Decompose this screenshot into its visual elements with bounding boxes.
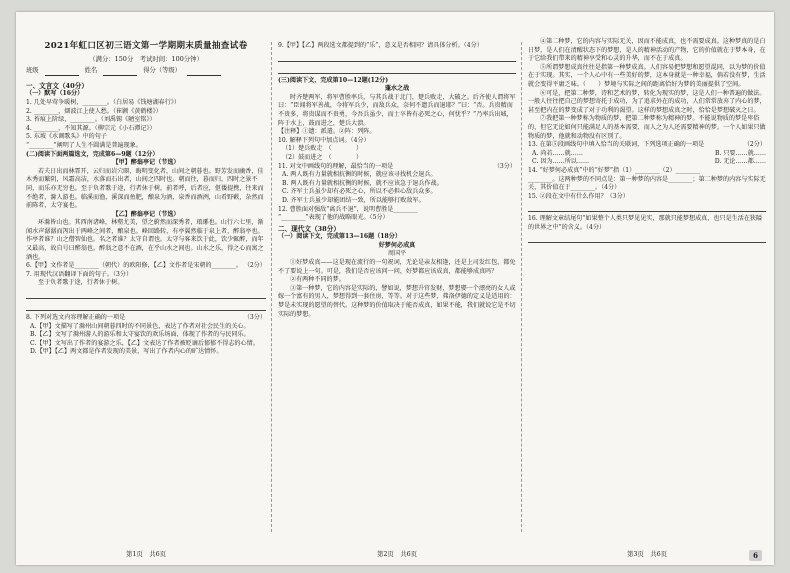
column-2 xyxy=(278,12,516,565)
score-blank[interactable] xyxy=(187,67,221,76)
question-8: 8. 下列对选文内容理解正确的一项是 （3分） xyxy=(26,314,266,322)
essay-paragraph: ②有两种不同的梦。 xyxy=(290,276,345,284)
answer-line[interactable] xyxy=(528,234,766,243)
text-b-title: 【乙】醉翁亭记（节选） xyxy=(112,210,180,218)
question-15: 15. ②段在文中有什么作用？（3分） xyxy=(528,192,629,200)
name-label: 姓名 xyxy=(84,67,98,75)
column-divider xyxy=(271,42,272,532)
page-badge: 6 xyxy=(749,550,762,561)
question-14-cont: ________。这两种梦的不同点是：第一种梦的内容是________；第二种梦的内容与实际无关，其价值在于________。（4分） xyxy=(528,175,766,192)
answer-line[interactable] xyxy=(278,53,516,62)
text-a-title: 【甲】醉翁亭记（节选） xyxy=(112,159,180,167)
option[interactable]: C. 因为……所以…… xyxy=(532,158,590,166)
option[interactable]: B. 只要……就…… xyxy=(714,149,766,157)
question-2: 2. ________，烟波江上使人愁。（崔颢《黄鹤楼》） xyxy=(26,107,162,115)
answer-line[interactable] xyxy=(278,65,516,74)
essay-paragraph: ⑥可是，把第二种梦，诗和艺术的梦，转化为现实的梦，这是人们一种普遍的做法。一般人往往把自己的梦想寄托于成功，为了追求外在的成功，人们常常放弃了内心的梦，甚至把内在的梦变成了对于功利的渴望。这样的梦想成真之时，恰恰是梦想破灭之日。 xyxy=(528,89,766,114)
text-a-body: 若夫日出而林霏开，云归而岩穴暝，晦明变化者，山间之朝暮也。野芳发而幽香，佳木秀而繁阴，风霜高洁，水落而石出者，山间之四时也。朝而往，暮而归，四时之景不同，而乐亦无穷也。至于负者歌于途，行者休于树，前者呼，后者应，伛偻提携，往来而不绝者，滁人游也。临溪而渔，溪深而鱼肥，酿泉为酒，泉香而酒洌，山肴野蔌，杂然而前陈者，太守宴也。 xyxy=(26,167,264,210)
page-footer: 第1页 共6页 xyxy=(125,550,167,559)
answer-line[interactable] xyxy=(26,290,266,299)
essay-paragraph: ③第一种梦，它的内容是实际的，譬如说，梦想升官发财，梦想娶一个漂亮的女人或嫁一个富有的男人，梦想得到一套住房，等等。对于这些梦，弗洛伊德的定义是适用的：梦是未实现的愿望的替代。这种梦的价值取决于能否成真，如果不能，我们就说它是不切实际的梦想。 xyxy=(278,284,516,318)
question-1: 1. 几处早莺争暖树，________。（白居易《钱塘湖春行》） xyxy=(26,98,180,106)
question-13: 13. 在第⑤段画线句中填入恰当的关联词，下列选项正确的一项是 （2分） xyxy=(528,141,766,149)
question-5-cont: “________”阐明了人生不圆满是普遍现象。 xyxy=(26,141,142,149)
option[interactable]: D.【甲】【乙】两文都是作者发现的美景，写出了作者内心的旷达情怀。 xyxy=(30,348,223,356)
score-label: 得分（等级） xyxy=(143,67,181,75)
option[interactable]: D. 齐军士兵虽少却能团结一致，所以能够打败敌军。 xyxy=(282,196,425,204)
essay-paragraph: ⑦我把第一种梦称为物质的梦，把第二种梦称为精神的梦。不能说物质的梦是卑俗的，但它无论如何只能满足人的基本需要，而人之为人还需要精神的梦。一个人如果只做物质的梦，他就和动物没有区别了。 xyxy=(528,115,766,140)
question-10: 10. 解释下列句中加点词。（4分） xyxy=(278,136,370,144)
essay-title: 好梦何必成真 xyxy=(378,241,416,249)
option[interactable]: A.【甲】文描写了滁州山间朝暮四时的不同景色，表达了作者对社会民生的关心。 xyxy=(30,322,250,330)
question-16: 16. 理解文章结尾句“如果整个人类只梦见见实，那就只能梦想成真，也只是生活在狭隘的世界之中”的含义。（4分） xyxy=(528,215,763,231)
option[interactable]: A. 尚若……就…… xyxy=(532,149,583,157)
question-4: 4. ________，不知其源。（柳宗元《小石潭记》） xyxy=(26,124,156,132)
question-6: 6.【甲】文作者是________（朝代）的欧阳修，【乙】文作者是宋朝的________。 （2分） xyxy=(26,262,266,270)
option[interactable]: D. 无论……都…… xyxy=(714,158,766,166)
text-b-body: 环滁皆山也。其西南诸峰，林壑尤美，望之蔚然而深秀者，琅琊也。山行六七里，渐闻水声潺潺而泻出于两峰之间者，酿泉也。峰回路转，有亭翼然临于泉上者，醉翁亭也。作亭者谁？山之僧智仙也。名之者谁？太守自谓也。太守与客来饮于此，饮少辄醉，而年又最高，故自号曰醉翁也。醉翁之意不在酒，在乎山水之间也。山水之乐，得之心而寓之酒也。 xyxy=(26,219,264,261)
question-11: 11. 对文中画线句的理解，最恰当的一项是 （3分） xyxy=(278,162,516,170)
essay-paragraph: ①好梦成真——这是现在流行的一句祝词，无论是亲友相逢，还是上司发红包，都免不了要说上一句。可是，我们是否应该问一问，好梦都应该成真，都能够成真吗？ xyxy=(278,259,516,275)
column-3 xyxy=(528,12,766,565)
name-blank[interactable] xyxy=(103,67,137,76)
part-heading: 二、现代文（38分） xyxy=(278,224,340,233)
question-12-cont: “________”表现了他的战略眼光。（5分） xyxy=(278,214,389,222)
q10-item[interactable]: （2）鼓而进之 （ ） xyxy=(282,153,363,161)
section-heading: (二)阅读下面两篇选文，完成第6—9题（12分） xyxy=(26,150,159,158)
answer-line[interactable] xyxy=(528,203,766,212)
story-title: 蓬水之战 xyxy=(384,85,410,93)
student-info-row xyxy=(26,67,266,76)
option[interactable]: C. 齐军士兵虽少却有必死之心，所以不必担心敌兵众多。 xyxy=(282,188,437,196)
class-blank[interactable] xyxy=(45,67,79,76)
option[interactable]: A. 两人既有力量就相抗衡的时候，就应该寻找机会退兵。 xyxy=(282,171,437,179)
question-9: 9.【甲】【乙】两段选文都提到的“乐”，意义是否相同？请具体分析。（4分） xyxy=(278,42,483,49)
essay-paragraph: ④第二种梦，它的内容与实际无关，因而不能成真，也不需要成真。这种梦真的是白日梦，是人们在清醒状态下的梦想，是人的精神活动的产物，它的价值就在于梦本身，在于它给我们带来的精神享受和心灵的升华，而不在于成真。 xyxy=(528,38,766,63)
question-5: 5. 东坡《水调歌头》中的句子 xyxy=(26,133,107,141)
part-heading: 一、文言文（40分） xyxy=(26,81,88,90)
question-14: 14. “好梦何必成真”中的“好梦”指（1）________（2）________ xyxy=(528,166,700,174)
question-7: 7. 用现代汉语翻译下面的句子。（3分） xyxy=(26,270,133,278)
exam-title: 2021年虹口区初三语文第一学期期末质量抽查试卷 xyxy=(44,41,248,51)
option[interactable]: B.【乙】文写了滁州游人的游乐和太守宴饮的欢乐场面，体现了作者的与民同乐。 xyxy=(30,331,250,339)
section-heading: （一）阅读下文，完成第13—16题（18分） xyxy=(278,233,401,241)
option[interactable]: B. 两人既有力量就相抗衡的时候，就不应该急于退兵作战。 xyxy=(282,179,443,187)
page-footer: 第2页 共6页 xyxy=(376,550,418,559)
essay-author: 周国平 xyxy=(387,250,407,258)
exam-subtitle: （满分：150分 考试时间：100分钟） xyxy=(89,54,203,63)
q13-options-row-2 xyxy=(528,158,766,167)
story-body: 时齐楚两军，将军曹胜率兵，与其兵战于北门，楚兵败走，大破之。后齐使人谓将军曰：“臣闻将军善战，今将军兵少，而敌兵众，奈何不遗兵而退耶？”曰：“否。兵贵精而不贵多，将贵谋而不贵勇，今吾兵虽少，而士卒皆有必死之心，何忧乎？”乃率兵出城，阵于水上，鼓而进之，楚兵大溃。 xyxy=(278,93,516,127)
essay-paragraph: ⑤所谓梦想成真往往是指第一种梦成真。人们容易把梦想和愿望混同，以为梦的价值在于实现。其实，一个人心中有一些美好的梦，这本身就是一种幸福，倘若没有梦，生活就会变得平庸乏味。（ ）梦境与实际之间的距离恰好为梦的美丽提供了空间。 xyxy=(528,63,766,88)
option[interactable]: C.【甲】文写出了作者的宴游之乐，【乙】文表达了作者被贬谪后郁郁不得志的心情。 xyxy=(30,339,259,347)
q10-item[interactable]: （1）楚兵败走 （ ） xyxy=(282,145,363,153)
question-3: 3. 苔痕上阶绿，________。（刘禹锡《陋室铭》） xyxy=(26,116,156,124)
question-12: 12. 曹胜面对强敌“离兵不退”，说明曹胜是________ xyxy=(278,205,418,213)
exam-sheet xyxy=(16,12,774,565)
column-1 xyxy=(26,12,266,565)
section-heading: (三)阅读下文，完成第10—12题(12分) xyxy=(278,76,389,84)
page-footer: 第3页 共6页 xyxy=(626,550,668,559)
question-7-sentence: 至于负者歌于途，行者休于树。 xyxy=(38,279,124,287)
section-heading: （一）默写（16分） xyxy=(26,90,84,98)
class-label: 班级 xyxy=(26,67,39,75)
story-notes: 【注释】①遗：派遣。②阵：列阵。 xyxy=(278,128,376,136)
column-divider xyxy=(521,42,522,532)
answer-line[interactable] xyxy=(26,302,266,311)
